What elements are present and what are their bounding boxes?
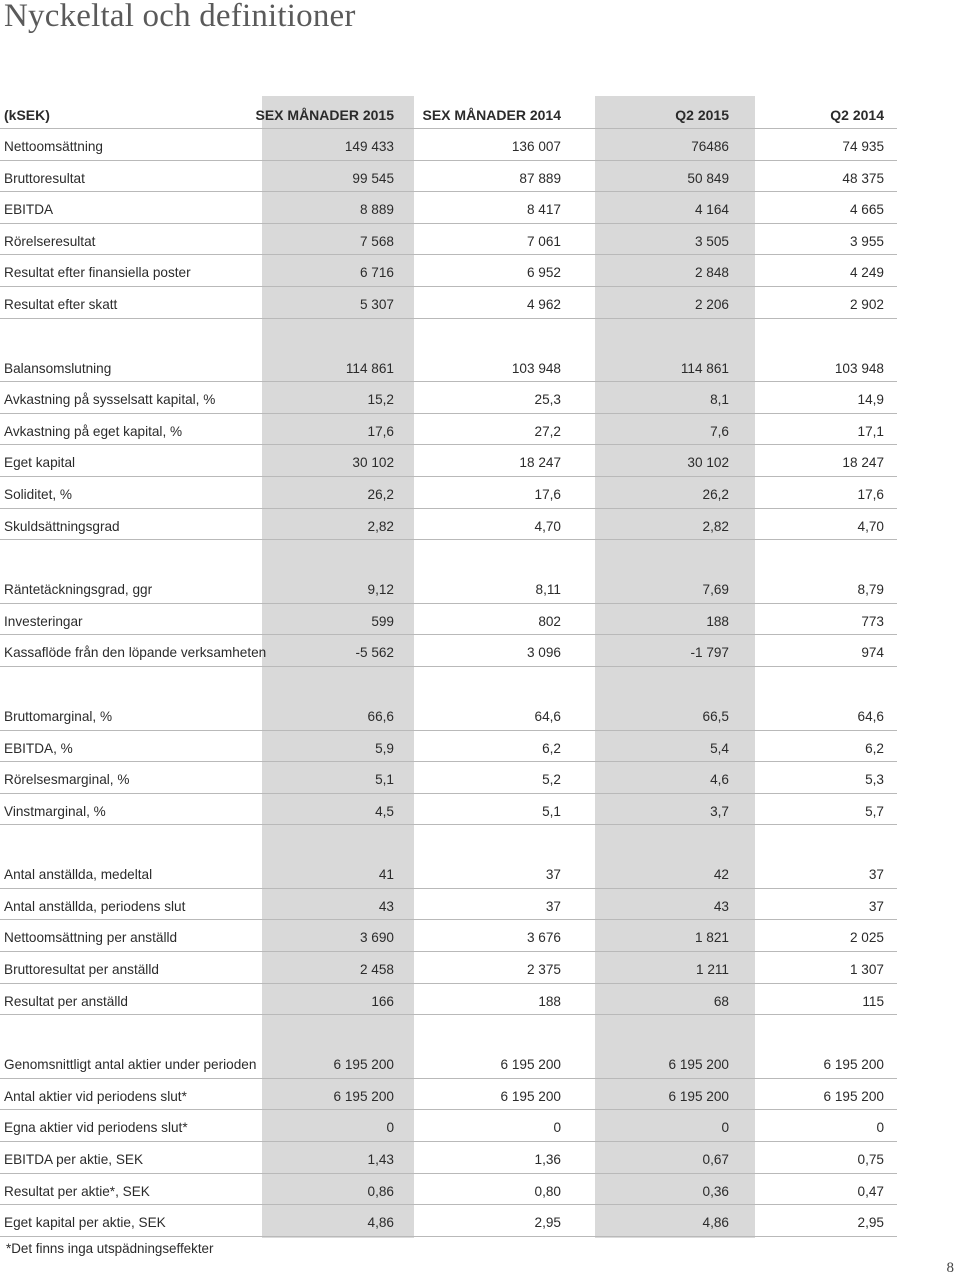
header-col-q2-2015: Q2 2015 <box>675 107 729 123</box>
row-value: 6 195 200 <box>333 1057 394 1073</box>
row-value: 4 249 <box>849 265 884 281</box>
row-value: 43 <box>378 898 394 914</box>
row-label: Resultat per aktie*, SEK <box>4 1183 150 1199</box>
row-value: 18 247 <box>842 455 884 471</box>
row-label: Bruttomarginal, % <box>4 708 113 724</box>
table-row <box>0 762 897 794</box>
table-row <box>0 699 897 731</box>
table-row <box>0 952 897 984</box>
row-label: Avkastning på sysselsatt kapital, % <box>4 392 216 408</box>
row-label: Eget kapital per aktie, SEK <box>4 1215 166 1231</box>
row-value: 114 861 <box>345 360 394 376</box>
row-value: 7 061 <box>526 233 561 249</box>
row-value: 6 195 200 <box>668 1088 729 1104</box>
row-label: Rörelseresultat <box>4 233 96 249</box>
table-row <box>0 604 897 636</box>
page-title: Nyckeltal och definitioner <box>4 0 356 34</box>
row-value: 0,86 <box>367 1183 394 1199</box>
row-value: 2,82 <box>702 518 729 534</box>
header-col-q2-2014: Q2 2014 <box>830 107 884 123</box>
row-value: 2,95 <box>857 1215 884 1231</box>
table-row <box>0 414 897 446</box>
row-value: 15,2 <box>367 392 394 408</box>
row-value: 5,1 <box>375 772 394 788</box>
table-row <box>0 857 897 889</box>
table-row <box>0 1142 897 1174</box>
header-label-unit: (kSEK) <box>4 107 50 123</box>
row-value: 8 889 <box>359 202 394 218</box>
table-row <box>0 1047 897 1079</box>
row-value: 5,7 <box>865 803 884 819</box>
row-value: 8,11 <box>535 582 561 598</box>
table-row <box>0 635 897 667</box>
row-label: Resultat per anställd <box>4 993 128 1009</box>
row-value: 6 195 200 <box>823 1088 884 1104</box>
row-value: 4 164 <box>694 202 729 218</box>
table-row <box>0 984 897 1016</box>
row-value: 0,36 <box>702 1183 729 1199</box>
row-value: 2 848 <box>694 265 729 281</box>
row-label: Resultat efter skatt <box>4 296 118 312</box>
row-value: 6 952 <box>526 265 561 281</box>
table-row <box>0 192 897 224</box>
table-row <box>0 255 897 287</box>
row-value: 17,6 <box>534 486 561 502</box>
row-value: 7,69 <box>702 582 729 598</box>
row-value: 9,12 <box>367 582 394 598</box>
row-value: 7,6 <box>710 423 729 439</box>
row-value: 166 <box>371 993 394 1009</box>
row-label: EBITDA, % <box>4 740 73 756</box>
row-value: 2 375 <box>526 962 561 978</box>
row-value: 74 935 <box>842 139 884 154</box>
table-row <box>0 477 897 509</box>
table-row <box>0 572 897 604</box>
row-value: 2 902 <box>849 296 884 312</box>
row-value: 25,3 <box>534 392 561 408</box>
row-value: 26,2 <box>702 486 729 502</box>
row-value: 3 676 <box>526 930 561 946</box>
row-value: 103 948 <box>511 360 561 376</box>
row-value: 188 <box>706 613 729 629</box>
footnote: *Det finns inga utspädningseffekter <box>6 1241 214 1256</box>
row-value: 103 948 <box>834 360 884 376</box>
row-value: 2 458 <box>359 962 394 978</box>
row-value: 5 307 <box>359 296 394 312</box>
row-value: 7 568 <box>359 233 394 249</box>
row-value: 5,2 <box>542 772 561 788</box>
row-value: 87 889 <box>519 170 561 186</box>
row-value: 48 375 <box>842 170 884 186</box>
table-row <box>0 224 897 256</box>
row-value: 14,9 <box>857 392 884 408</box>
row-value: 6 195 200 <box>333 1088 394 1104</box>
table-row <box>0 889 897 921</box>
table-row <box>0 920 897 952</box>
row-value: 43 <box>713 898 729 914</box>
row-label: Nettoomsättning <box>4 139 103 154</box>
table-row <box>0 129 897 161</box>
row-value: 4,70 <box>534 518 561 534</box>
row-label: Antal anställda, periodens slut <box>4 898 186 914</box>
page-number: 8 <box>946 1260 954 1276</box>
row-value: 37 <box>545 867 561 883</box>
row-value: 4,70 <box>857 518 884 534</box>
row-value: 3 690 <box>359 930 394 946</box>
row-value: 3,7 <box>710 803 729 819</box>
row-label: Antal anställda, medeltal <box>4 867 153 883</box>
row-value: 17,6 <box>857 486 884 502</box>
row-value: 1 307 <box>849 962 884 978</box>
row-value: 6 195 200 <box>500 1057 561 1073</box>
row-value: 76486 <box>691 139 729 154</box>
table-row <box>0 161 897 193</box>
row-value: 802 <box>538 613 561 629</box>
row-value: 6 195 200 <box>668 1057 729 1073</box>
row-value: 4,6 <box>710 772 729 788</box>
row-label: Resultat efter finansiella poster <box>4 265 191 281</box>
row-value: 1,36 <box>534 1152 561 1168</box>
row-value: 66,5 <box>702 708 729 724</box>
row-value: 2,95 <box>534 1215 561 1231</box>
row-value: 974 <box>861 645 884 661</box>
row-value: 0 <box>876 1120 884 1136</box>
table-row <box>0 445 897 477</box>
row-label: Rörelsesmarginal, % <box>4 772 130 788</box>
row-value: 4 665 <box>849 202 884 218</box>
table-row <box>0 382 897 414</box>
table-row <box>0 794 897 826</box>
row-value: 3 096 <box>526 645 561 661</box>
row-value: 6,2 <box>542 740 561 756</box>
row-value: 41 <box>378 867 394 883</box>
row-value: 64,6 <box>857 708 884 724</box>
row-label: Soliditet, % <box>4 486 73 502</box>
row-value: 8,1 <box>710 392 729 408</box>
row-label: Kassaflöde från den löpande verksamheten <box>4 645 267 661</box>
table-row <box>0 509 897 541</box>
row-value: 0 <box>386 1120 394 1136</box>
row-value: 8 417 <box>526 202 561 218</box>
header-col-six-months-2015: SEX MÅNADER 2015 <box>255 107 394 123</box>
row-value: 0,75 <box>857 1152 884 1168</box>
row-value: 6,2 <box>865 740 884 756</box>
row-value: 0 <box>721 1120 729 1136</box>
row-label: Antal aktier vid periodens slut* <box>4 1088 187 1104</box>
row-value: 8,79 <box>857 582 884 598</box>
row-value: 0,80 <box>534 1183 561 1199</box>
row-value: 50 849 <box>687 170 729 186</box>
row-value: 17,6 <box>367 423 394 439</box>
row-value: 0,67 <box>702 1152 729 1168</box>
row-label: Eget kapital <box>4 455 76 471</box>
row-value: 42 <box>713 867 729 883</box>
row-value: 6 195 200 <box>500 1088 561 1104</box>
row-value: 0 <box>553 1120 561 1136</box>
row-value: 188 <box>538 993 561 1009</box>
row-value: 30 102 <box>352 455 394 471</box>
row-value: 136 007 <box>511 139 561 154</box>
row-value: 6 716 <box>359 265 394 281</box>
row-label: EBITDA <box>4 202 54 218</box>
table-row <box>0 731 897 763</box>
row-value: 6 195 200 <box>823 1057 884 1073</box>
row-value: 4,86 <box>702 1215 729 1231</box>
table-header-row <box>0 96 897 129</box>
row-label: Genomsnittligt antal aktier under perioden <box>4 1057 257 1073</box>
row-label: Skuldsättningsgrad <box>4 518 120 534</box>
table-row <box>0 287 897 319</box>
row-value: 5,4 <box>710 740 729 756</box>
row-value: 149 433 <box>344 139 394 154</box>
row-value: 4,86 <box>367 1215 394 1231</box>
row-label: Investeringar <box>4 613 83 629</box>
row-value: 5,1 <box>542 803 561 819</box>
row-value: 18 247 <box>519 455 561 471</box>
table-row <box>0 351 897 383</box>
row-label: Egna aktier vid periodens slut* <box>4 1120 188 1136</box>
row-label: Räntetäckningsgrad, ggr <box>4 582 153 598</box>
row-value: 37 <box>545 898 561 914</box>
row-label: Bruttoresultat <box>4 170 85 186</box>
row-value: 3 955 <box>849 233 884 249</box>
row-value: 4 962 <box>526 296 561 312</box>
row-label: Bruttoresultat per anställd <box>4 962 159 978</box>
table-row <box>0 1174 897 1206</box>
row-value: 2,82 <box>367 518 394 534</box>
row-label: Avkastning på eget kapital, % <box>4 423 183 439</box>
row-value: 26,2 <box>367 486 394 502</box>
table-row <box>0 1079 897 1111</box>
header-col-six-months-2014: SEX MÅNADER 2014 <box>422 107 561 123</box>
row-label: Vinstmarginal, % <box>4 803 106 819</box>
row-value: 114 861 <box>680 360 729 376</box>
table-row <box>0 1110 897 1142</box>
row-value: 5,3 <box>865 772 884 788</box>
row-value: -5 562 <box>355 645 394 661</box>
row-value: 2 025 <box>849 930 884 946</box>
row-value: 37 <box>868 867 884 883</box>
row-value: 773 <box>861 613 884 629</box>
table-row <box>0 1205 897 1237</box>
row-value: 599 <box>371 613 394 629</box>
row-value: 3 505 <box>694 233 729 249</box>
row-label: Nettoomsättning per anställd <box>4 930 178 946</box>
row-value: 1,43 <box>367 1152 394 1168</box>
row-value: 27,2 <box>534 423 561 439</box>
row-value: 1 211 <box>695 962 729 978</box>
row-value: 2 206 <box>694 296 729 312</box>
row-value: 37 <box>868 898 884 914</box>
row-value: 99 545 <box>352 170 394 186</box>
row-value: 1 821 <box>694 930 729 946</box>
row-value: 17,1 <box>857 423 884 439</box>
row-value: -1 797 <box>690 645 729 661</box>
row-value: 0,47 <box>857 1183 884 1199</box>
row-value: 4,5 <box>375 803 394 819</box>
row-value: 5,9 <box>375 740 394 756</box>
row-value: 64,6 <box>534 708 561 724</box>
row-value: 115 <box>862 993 884 1009</box>
row-label: Balansomslutning <box>4 360 112 376</box>
row-value: 30 102 <box>687 455 729 471</box>
row-value: 68 <box>713 993 729 1009</box>
key-figures-table <box>0 96 897 1237</box>
row-label: EBITDA per aktie, SEK <box>4 1152 144 1168</box>
row-value: 66,6 <box>367 708 394 724</box>
